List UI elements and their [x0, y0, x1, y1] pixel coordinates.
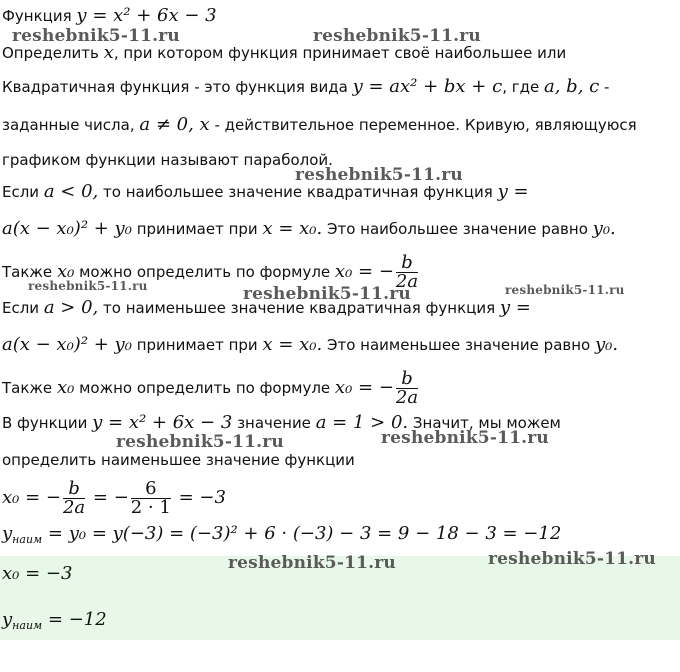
sol1-text: значение	[232, 414, 311, 432]
solution-line-2	[2, 450, 355, 470]
task-line	[2, 43, 566, 63]
max2-cond: x = x₀.	[262, 218, 323, 239]
calc2-lhs: y	[2, 523, 13, 544]
task-prefix: Определить	[2, 44, 99, 62]
def2-cond: a ≠ 0, x	[139, 114, 210, 135]
min3-fraction	[396, 370, 418, 407]
sol1-prefix: В функции	[2, 414, 88, 432]
min3-den: 2a	[395, 387, 419, 408]
max1-prefix: Если	[2, 183, 40, 201]
definition-line-2	[2, 115, 637, 135]
answer-sub: наим	[12, 619, 43, 632]
def2-prefix: заданные числа,	[2, 116, 135, 134]
sol1-end: Значит, мы можем	[408, 414, 561, 432]
calc2-sub: наим	[12, 533, 43, 546]
max3-num: b	[396, 254, 418, 273]
watermark: reshebnik5-11.ru	[12, 26, 180, 46]
watermark: reshebnik5-11.ru	[243, 284, 411, 304]
calc1-num1: b	[63, 480, 85, 499]
calc-line-1	[2, 480, 226, 517]
min-line-2	[2, 335, 618, 355]
sol1-formula: y = x² + 6x − 3	[92, 412, 233, 433]
max1-formula: y =	[497, 181, 529, 202]
title-prefix: Функция	[2, 7, 72, 25]
calc-line-2	[2, 524, 561, 550]
function-formula: y = x² + 6x − 3	[76, 5, 217, 26]
min1-cond: a > 0,	[43, 297, 99, 318]
watermark: reshebnik5-11.ru	[505, 283, 625, 297]
max1-text: то наибольшее значение квадратичная функция	[98, 183, 493, 201]
watermark: reshebnik5-11.ru	[295, 165, 463, 185]
def3-text: графиком функции называют параболой.	[2, 151, 333, 169]
max3-formula: x₀ = −	[334, 261, 394, 282]
max-line-1	[2, 182, 529, 202]
title-line	[2, 6, 217, 26]
max2-end: y₀.	[592, 218, 616, 239]
max3-text: можно определить по формуле	[74, 263, 331, 281]
calc1-den1: 2a	[62, 497, 86, 518]
calc1-den2: 2 · 1	[130, 497, 171, 518]
min2-text: принимает при	[131, 336, 258, 354]
watermark: reshebnik5-11.ru	[228, 553, 396, 573]
min2-cond: x = x₀.	[262, 334, 323, 355]
min1-formula: y =	[499, 297, 531, 318]
min2-text2: Это наименьшее значение равно	[322, 336, 591, 354]
task-suffix: , при котором функция принимает своё наибольшее или	[113, 44, 567, 62]
max3-prefix: Также	[2, 263, 53, 281]
definition-line-3	[2, 150, 333, 170]
def2-suffix: - действительное переменное. Кривую, являющуюся	[209, 116, 637, 134]
definition-line-1	[2, 77, 609, 97]
def-formula: y = ax² + bx + c	[352, 76, 503, 97]
def-text: Квадратичная функция - это функция вида	[2, 78, 348, 96]
max2-text2: Это наибольшее значение равно	[322, 220, 588, 238]
min2-end: y₀.	[595, 334, 619, 355]
watermark: reshebnik5-11.ru	[488, 549, 656, 569]
sol1-cond: a = 1 > 0.	[315, 412, 409, 433]
calc1-mid: = −	[87, 487, 129, 508]
max-line-2	[2, 219, 616, 239]
watermark: reshebnik5-11.ru	[381, 428, 549, 448]
answer-line-1	[2, 564, 72, 584]
min3-text: можно определить по формуле	[74, 379, 331, 397]
watermark: reshebnik5-11.ru	[116, 432, 284, 452]
sol2-text: определить наименьшее значение функции	[2, 451, 355, 469]
min2-formula: a(x − x₀)² + y₀	[2, 334, 132, 355]
min1-prefix: Если	[2, 299, 40, 317]
max3-var: x₀	[56, 261, 75, 282]
calc1-num2: 6	[131, 480, 171, 499]
task-var: x	[103, 42, 114, 63]
calc1-lhs: x₀ = −	[2, 487, 61, 508]
min3-var: x₀	[56, 377, 75, 398]
max2-formula: a(x − x₀)² + y₀	[2, 218, 132, 239]
min3-formula: x₀ = −	[334, 377, 394, 398]
calc1-fraction-2	[131, 480, 171, 517]
max2-text: принимает при	[131, 220, 258, 238]
answer-line-2	[2, 610, 107, 636]
answer-x0: x₀ = −3	[2, 563, 73, 584]
min-line-3	[2, 370, 420, 407]
watermark: reshebnik5-11.ru	[313, 26, 481, 46]
def-vars: a, b, c	[544, 76, 600, 97]
max1-cond: a < 0,	[43, 181, 99, 202]
max3-den: 2a	[395, 271, 419, 292]
answer-rhs: = −12	[42, 609, 107, 630]
def-middle: , где	[502, 78, 540, 96]
calc1-fraction-1	[63, 480, 85, 517]
min1-text: то наименьшее значение квадратичная функция	[98, 299, 496, 317]
def-end: -	[599, 78, 610, 96]
answer-lhs: y	[2, 609, 13, 630]
watermark: reshebnik5-11.ru	[28, 279, 148, 293]
calc2-rhs: = y₀ = y(−3) = (−3)² + 6 · (−3) − 3 = 9 − 18 − 3 = −12	[42, 523, 562, 544]
min3-prefix: Также	[2, 379, 53, 397]
calc1-rhs: = −3	[172, 487, 226, 508]
min3-num: b	[396, 370, 418, 389]
